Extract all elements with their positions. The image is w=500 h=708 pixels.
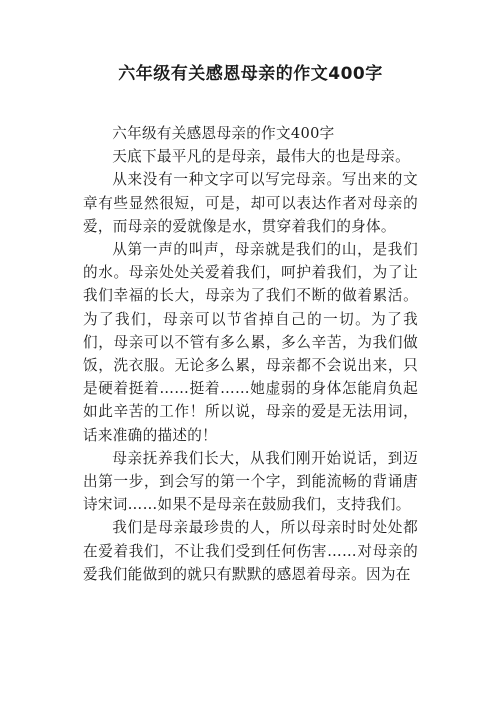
paragraph: 从第一声的叫声，母亲就是我们的山，是我们的水。母亲处处关爱着我们，呵护着我们，为了让我们幸福的长大，母亲为了我们不断的做着累活。为了我们，母亲可以节省掉自己的一切。为了我们，母亲可以不管有多么累，多么辛苦，为我们做饭，洗衣服。无论多么累，母亲都不会说出来，只是硬着挺着……挺着……她虚弱的身体怎能肩负起如此辛苦的工作！所以说，母亲的爱是无法用词，话来准确的描述的！ xyxy=(83,241,418,444)
paragraph: 天底下最平凡的是母亲，最伟大的也是母亲。 xyxy=(112,148,411,166)
document-title: 六年级有关感恩母亲的作文400字 xyxy=(118,64,383,84)
paragraph-subtitle: 六年级有关感恩母亲的作文400字 xyxy=(112,125,335,142)
paragraph: 母亲抚养我们长大，从我们刚开始说话，到迈出第一步，到会写的第一个字，到能流畅的背诵唐诗宋词……如果不是母亲在鼓励我们，支持我们。 xyxy=(83,449,418,514)
document-body xyxy=(83,122,418,586)
paragraph: 从来没有一种文字可以写完母亲。写出来的文章有些显然很短，可是，却可以表达作者对母亲的爱，而母亲的爱就像是水，贯穿着我们的身体。 xyxy=(83,171,418,235)
paragraph: 我们是母亲最珍贵的人，所以母亲时时处处都在爱着我们，不让我们受到任何伤害……对母亲的爱我们能做到的就只有默默的感恩着母亲。因为在 xyxy=(83,519,418,583)
